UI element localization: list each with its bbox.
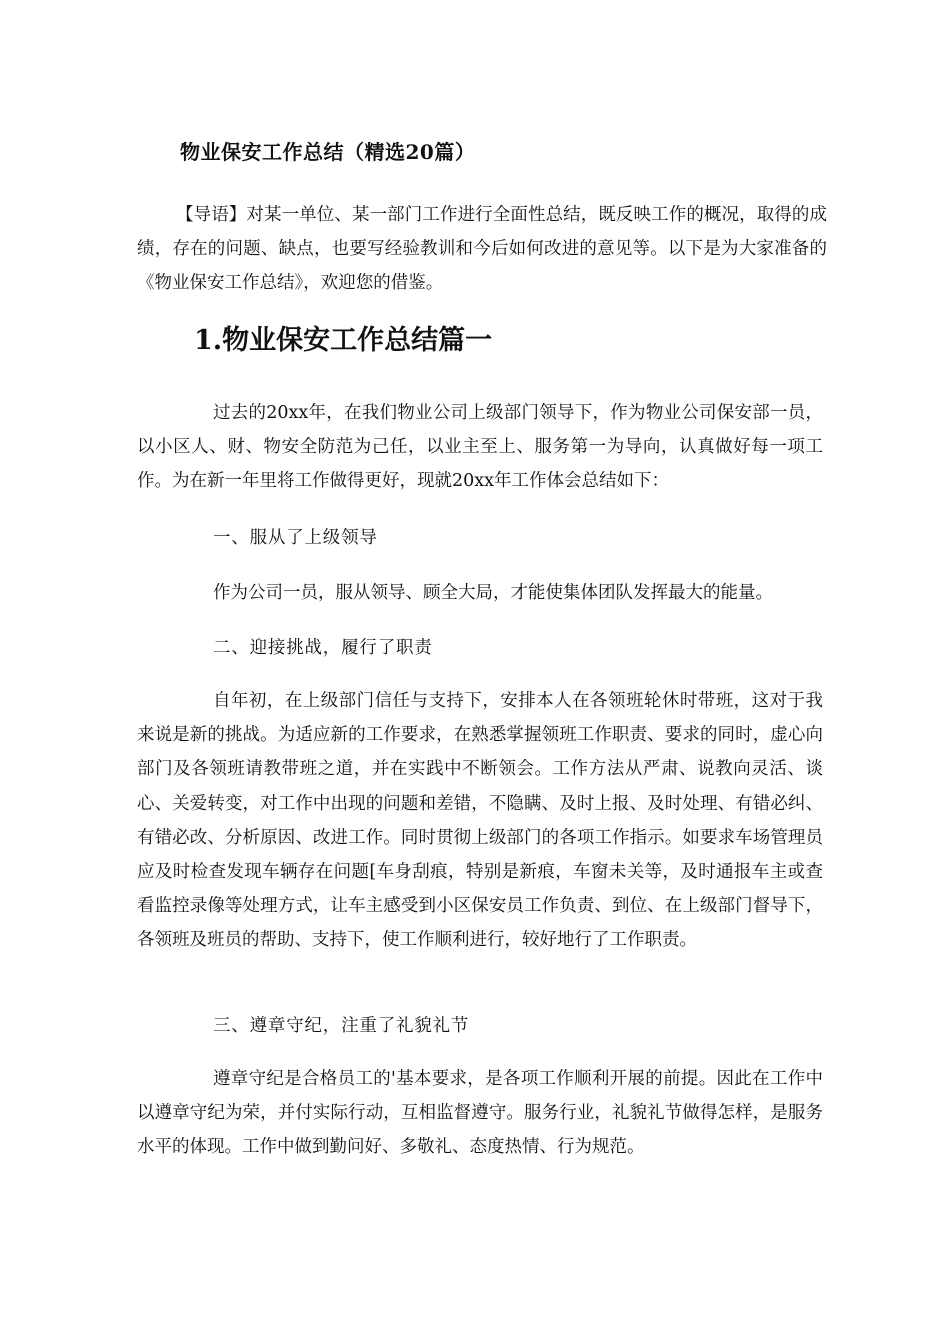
intro-paragraph: 【导语】对某一单位、某一部门工作进行全面性总结，既反映工作的概况，取得的成绩，存在的问题、缺点，也要写经验教训和今后如何改进的意见等。以下是为大家准备的《物业保安工作总结》，欢迎您的借鉴。 bbox=[137, 205, 827, 293]
body-paragraph-1: 过去的20xx年，在我们物业公司上级部门领导下，作为物业公司保安部一员，以小区人、财、物安全防范为己任，以业主至上、服务第一为导向，认真做好每一项工作。为在新一年里将工作做得更好，现就20xx年工作体会总结如下： bbox=[137, 403, 823, 492]
section-heading: 1.物业保安工作总结篇一 bbox=[194, 325, 493, 356]
body-paragraph-3: 自年初，在上级部门信任与支持下，安排本人在各领班轮休时带班，这对于我来说是新的挑战。为适应新的工作要求，在熟悉掌握领班工作职责、要求的同时，虚心向部门及各领班请教带班之道，并在实践中不断领会。工作方法从严肃、说教向灵活、谈心、关爱转变，对工作中出现的问题和差错，不隐瞒、及时上报、及时处理、有错必纠、有错必改、分析原因、改进工作。同时贯彻上级部门的各项工作指示。如要求车场管理员应及时检查发现车辆存在问题[车身刮痕，特别是新痕，车窗未关等，及时通报车主或查看监控录像等处理方式，让车主感受到小区保安员工作负责、到位、在上级部门督导下，各领班及班员的帮助、支持下，使工作顺利进行，较好地行了工作职责。 bbox=[137, 691, 823, 951]
document-title: 物业保安工作总结（精选20篇） bbox=[180, 140, 476, 164]
body-paragraph-2: 作为公司一员，服从领导、顾全大局，才能使集体团队发挥最大的能量。 bbox=[213, 583, 773, 603]
subheading-2: 二、迎接挑战，履行了职责 bbox=[213, 638, 433, 658]
subheading-3: 三、遵章守纪，注重了礼貌礼节 bbox=[213, 1016, 470, 1036]
body-paragraph-4: 遵章守纪是合格员工的'基本要求，是各项工作顺利开展的前提。因此在工作中以遵章守纪为荣，并付实际行动，互相监督遵守。服务行业，礼貌礼节做得怎样，是服务水平的体现。工作中做到勤问好、多敬礼、态度热情、行为规范。 bbox=[137, 1069, 823, 1158]
subheading-1: 一、服从了上级领导 bbox=[213, 528, 378, 548]
